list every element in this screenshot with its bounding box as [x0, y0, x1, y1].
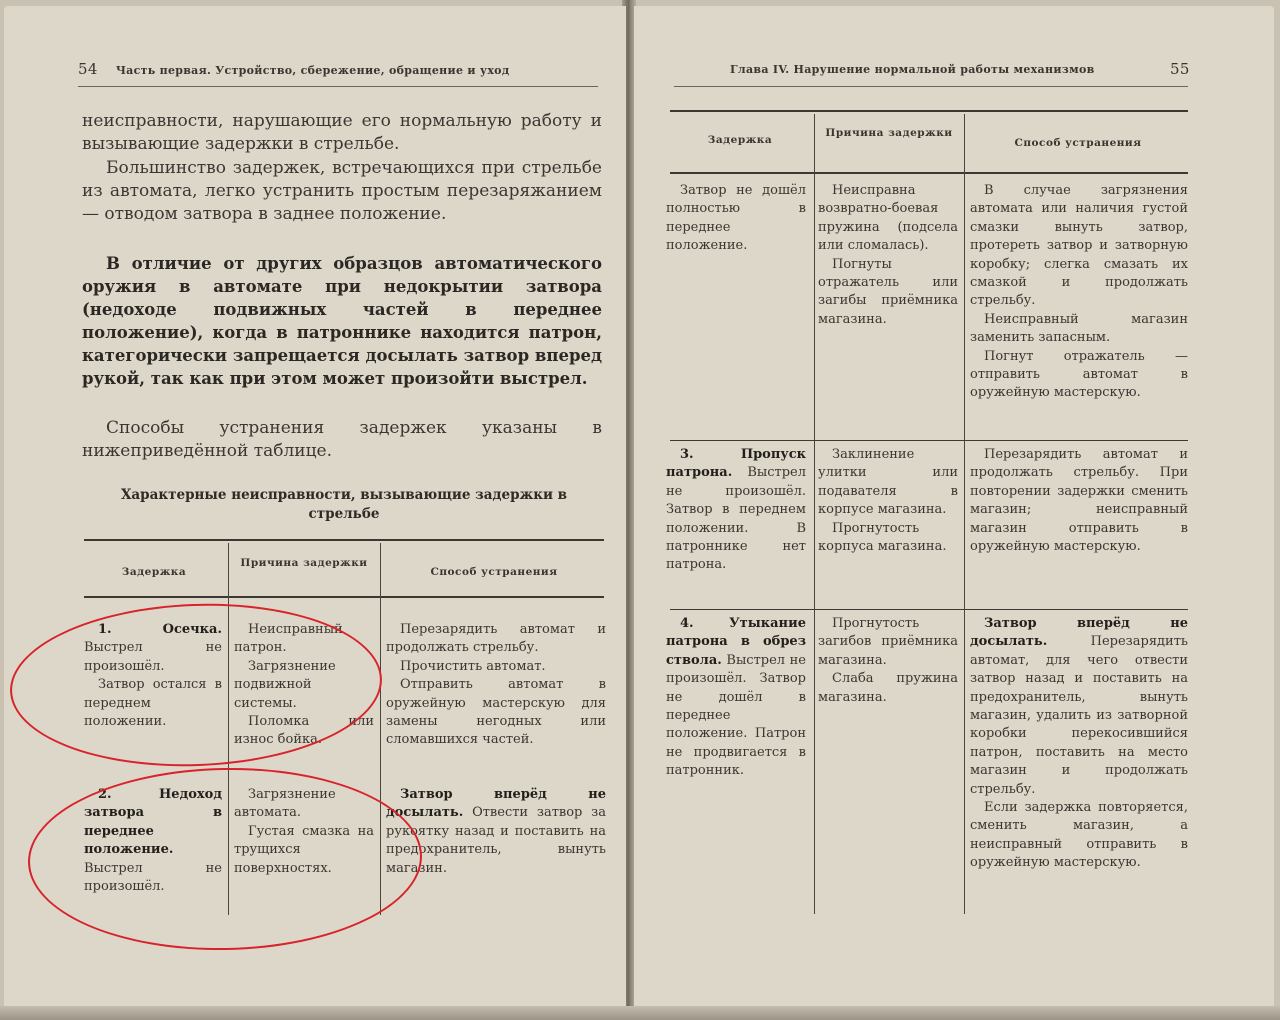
row1-delay-extra: Затвор остался в переднем положении. — [84, 677, 222, 730]
left-page-number: 54 — [78, 60, 98, 78]
r-row1-remedy — [970, 182, 1188, 403]
r-row3-delay-text: Выстрел не произошёл. Затвор не дошёл в переднее положение. Патрон не продвигается в патронник. — [666, 652, 806, 779]
row1-cause-2: Загрязнение подвижной системы. — [234, 658, 336, 711]
left-th-remedy: Способ устранения — [430, 566, 558, 578]
left-running-head-text: Часть первая. Устройство, сбережение, обращение и уход — [115, 64, 510, 77]
r-row3-remedy-extra: Если задержка повторяется, сменить магазин, а неисправный отправить в оружейную мастерскую. — [970, 800, 1188, 871]
paragraph-2: Большинство задержек, встречающихся при стрельбе из автомата, легко устранить простым перезаряжанием — отводом затвора в заднее положение. — [82, 158, 602, 224]
r-row1-cause-2: Погнуты отражатель или загибы приёмника магазина. — [818, 256, 958, 327]
r-row3-cause-1: Прогнутость загибов приёмника магазина. — [818, 616, 958, 668]
right-col-divider-2 — [964, 114, 965, 914]
r-row1-remedy-3: Погнут отражатель — отправить автомат в оружейную мастерскую. — [970, 348, 1188, 401]
r-row1-delay-text: Затвор не дошёл полностью в переднее положение. — [666, 183, 806, 254]
r-row1-delay — [666, 182, 806, 256]
r-row2-remedy-1: Перезарядить автомат и продолжать стрельбу. При повторении задержки сменить магазин; неисправный магазин отправить в оружейную мастерскую. — [970, 447, 1188, 555]
row2-cause-1: Загрязнение автомата. — [234, 787, 336, 821]
r-row3-remedy-text: Перезарядить автомат, для чего отвести затвор назад и поставить на предохранитель, вынуть магазин, удалить из затворной коробки перекосившийся патрон, поставить на место магазин и продолжать стрельбу. — [970, 634, 1188, 797]
left-th-cause: Причина задержки — [240, 557, 368, 569]
r-row2-cause-1: Заклинение улитки или подавателя в корпусе магазина. — [818, 447, 958, 518]
paragraph-1: неисправности, нарушающие его нормальную работу и вызывающие задержки в стрельбе. — [82, 111, 602, 154]
row1-remedy — [386, 621, 606, 750]
r-row1-remedy-2: Неисправный магазин заменить запасным. — [970, 311, 1188, 346]
r-row2-cause-2: Прогнутость корпуса магазина. — [818, 520, 947, 555]
right-col-divider-1 — [814, 114, 815, 914]
row1-delay-text: Выстрел не произошёл. — [84, 640, 222, 674]
row1-remedy-1: Перезарядить автомат и продолжать стрельбу. — [386, 622, 606, 656]
r-row2-delay-text: Выстрел не произошёл. Затвор в переднем положении. В патроннике нет патрона. — [666, 465, 806, 573]
r-row3-cause-2: Слаба пружина магазина. — [818, 671, 958, 705]
row2-remedy-text: Отвести затвор за рукоятку назад и поставить на предохранитель, вынуть магазин. — [386, 805, 606, 876]
r-row3-remedy — [970, 615, 1188, 873]
left-page — [4, 6, 626, 1010]
r-row2-delay-title: 3. Пропуск патрона. — [666, 447, 806, 481]
row2-delay-text: Выстрел не произошёл. — [84, 860, 222, 895]
right-page-number: 55 — [1170, 60, 1190, 78]
table-caption: Характерные неисправности, вызывающие задержки в стрельбе — [120, 487, 568, 522]
right-table-top-rule — [670, 110, 1188, 112]
right-table-head-rule — [670, 172, 1188, 174]
right-th-cause: Причина задержки — [825, 127, 953, 139]
row1-delay-title: 1. Осечка. — [98, 622, 222, 637]
row1-remedy-2: Прочистить автомат. — [400, 658, 546, 674]
r-row3-remedy-bold: Затвор вперёд не досылать. — [970, 616, 1188, 650]
r-row2-remedy — [970, 446, 1188, 556]
right-th-remedy: Способ устранения — [1014, 137, 1142, 149]
left-table-head-rule — [84, 596, 604, 598]
r-row2-delay — [666, 446, 806, 575]
row2-cause-2: Густая смазка на трущихся поверхностях. — [234, 823, 374, 876]
row1-cause-1: Неисправный патрон. — [234, 622, 343, 656]
row2-delay-title: 2. Недоход затвора в переднее положение. — [84, 787, 222, 858]
left-th-delay: Задержка — [121, 566, 187, 578]
right-page — [634, 6, 1274, 1010]
right-page-number-wrap — [1170, 60, 1190, 78]
paragraph-3-warning: В отличие от других образцов автоматического оружия в автомате при недокрытии затвора (недоходе подвижных частей в переднее положение), когда в патроннике находится патрон, категорически запрещается досылать затвор вперед рукой, так как при этом может произойти выстрел. — [82, 254, 602, 388]
right-row-divider-1 — [670, 440, 1188, 441]
right-running-head — [730, 62, 1095, 76]
row1-remedy-3: Отправить автомат в оружейную мастерскую для замены негодных или сломавшихся частей. — [386, 677, 606, 748]
r-row1-cause-1: Неисправна возвратно-боевая пружина (подсела или сломалась). — [818, 183, 958, 254]
paragraph-4: Способы устранения задержек указаны в нижеприведённой таблице. — [82, 418, 602, 461]
right-running-head-text: Глава IV. Нарушение нормальной работы механизмов — [730, 63, 1095, 76]
book-bottom-edge — [0, 1006, 1280, 1020]
r-row1-causes — [818, 182, 958, 329]
r-row3-delay-title: 4. Утыкание патрона в обрез ствола. — [666, 616, 806, 668]
r-row2-causes — [818, 446, 958, 556]
right-head-rule — [674, 86, 1188, 87]
right-th-delay: Задержка — [707, 134, 773, 146]
row2-remedy-bold: Затвор вперёд не досылать. — [386, 787, 606, 821]
r-row3-causes — [818, 615, 958, 707]
right-row-divider-2 — [670, 609, 1188, 610]
row1-cause-3: Поломка или износ бойка. — [234, 714, 374, 748]
left-table-top-rule — [84, 539, 604, 541]
left-head-rule — [78, 86, 598, 87]
r-row3-delay — [666, 615, 806, 781]
r-row1-remedy-1: В случае загрязнения автомата или наличия густой смазки вынуть затвор, протереть затвор и затворную коробку; слегка смазать их смазкой и продолжать стрельбу. — [970, 183, 1188, 309]
left-running-head — [78, 60, 509, 78]
